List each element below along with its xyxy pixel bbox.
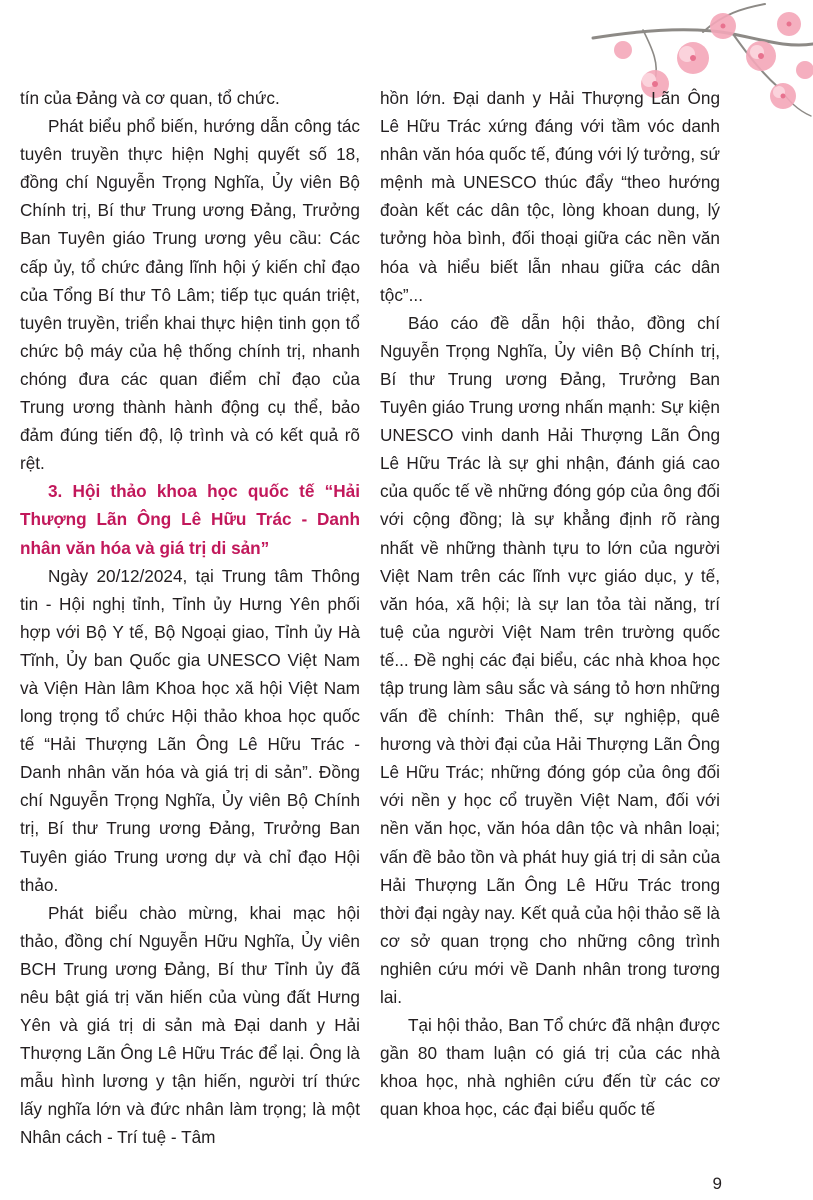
paragraph: Phát biểu chào mừng, khai mạc hội thảo, đồng chí Nguyễn Hữu Nghĩa, Ủy viên BCH Trung ương Đảng, Bí thư Tỉnh ủy đã nêu bật giá trị văn hiến của vùng đất Hưng Yên và giá trị di sản mà Đại danh y Hải Thượng Lãn Ông Lê Hữu Trác để lại. Ông là mẫu hình lương y tận hiến, người trí thức lấy nghĩa lớn và đức nhân làm trọng; là một Nhân cách - Trí tuệ - Tâm bbox=[20, 902, 360, 1148]
section-heading: 3. Hội thảo khoa học quốc tế “Hải Thượng Lãn Ông Lê Hữu Trác - Danh nhân văn hóa và giá trị di sản” bbox=[20, 481, 360, 558]
paragraph: Tại hội thảo, Ban Tổ chức đã nhận được gần 80 tham luận có giá trị của các nhà khoa học, nhà nghiên cứu đến từ các cơ quan khoa học, các đại biểu quốc tế bbox=[380, 1015, 720, 1120]
paragraph: Báo cáo đề dẫn hội thảo, đồng chí Nguyễn Trọng Nghĩa, Ủy viên Bộ Chính trị, Bí thư Trung ương Đảng, Trưởng Ban Tuyên giáo Trung ương nhấn mạnh: Sự kiện UNESCO vinh danh Hải Thượng Lãn Ông Lê Hữu Trác là sự ghi nhận, đánh giá cao của quốc tế về những đóng góp của ông đối với cộng đồng; là sự khẳng định rõ ràng nhất về những thành tựu to lớn của người Việt Nam trên các lĩnh vực giáo dục, y tế, văn hóa, xã hội; là sự lan tỏa tài năng, trí tuệ của người Việt Nam trên trường quốc tế... Đề nghị các đại biểu, các nhà khoa học tập trung làm sâu sắc và sáng tỏ hơn những vấn đề chính: Thân thế, sự nghiệp, quê hương và thời đại của Hải Thượng Lãn Ông Lê Hữu Trác; những đóng góp của ông đối với nền y học cổ truyền Việt Nam, đối với nền văn học, văn hóa dân tộc và nhân loại; vấn đề bảo tồn và phát huy giá trị di sản của Hải Thượng Lãn Ông Lê Hữu Trác trong thời đại ngày nay. Kết quả của hội thảo sẽ là cơ sở quan trọng cho những công trình nghiên cứu mới về Danh nhân trong tương lai. bbox=[380, 312, 720, 1007]
right-column bbox=[380, 84, 720, 1123]
paragraph: Phát biểu phổ biến, hướng dẫn công tác tuyên truyền thực hiện Nghị quyết số 18, đồng chí Nguyễn Trọng Nghĩa, Ủy viên Bộ Chính trị, Bí thư Trung ương Đảng, Trưởng Ban Tuyên giáo Trung ương yêu cầu: Các cấp ủy, tổ chức đảng lĩnh hội ý kiến chỉ đạo của Tổng Bí thư Tô Lâm; tiếp tục quán triệt, tuyên truyền, triển khai thực hiện tinh gọn tổ chức bộ máy của hệ thống chính trị, nhanh chóng đưa các quan điểm chỉ đạo của Trung ương thành hành động cụ thể, bảo đảm đúng tiến độ, lộ trình và có kết quả rõ rệt. bbox=[20, 116, 360, 474]
paragraph: tín của Đảng và cơ quan, tổ chức. bbox=[20, 88, 280, 108]
page-number: 9 bbox=[712, 1174, 722, 1193]
paragraph: hồn lớn. Đại danh y Hải Thượng Lãn Ông Lê Hữu Trác xứng đáng với tầm vóc danh nhân văn hóa quốc tế, đúng với lý tưởng, sứ mệnh mà UNESCO thúc đẩy “theo hướng đoàn kết các dân tộc, lòng khoan dung, lý tưởng hòa bình, đối thoại giữa các nền văn hóa và hiểu biết lẫn nhau giữa các dân tộc”... bbox=[380, 88, 720, 305]
paragraph: Ngày 20/12/2024, tại Trung tâm Thông tin - Hội nghị tỉnh, Tỉnh ủy Hưng Yên phối hợp với Bộ Y tế, Bộ Ngoại giao, Tỉnh ủy Hà Tĩnh, Ủy ban Quốc gia UNESCO Việt Nam và Viện Hàn lâm Khoa học xã hội Việt Nam long trọng tổ chức Hội thảo khoa học quốc tế “Hải Thượng Lãn Ông Lê Hữu Trác - Danh nhân văn hóa và giá trị di sản”. Đồng chí Nguyễn Trọng Nghĩa, Ủy viên Bộ Chính trị, Bí thư Trung ương Đảng, Trưởng Ban Tuyên giáo Trung ương dự và chỉ đạo Hội thảo. bbox=[20, 565, 360, 895]
left-column bbox=[20, 84, 360, 1152]
